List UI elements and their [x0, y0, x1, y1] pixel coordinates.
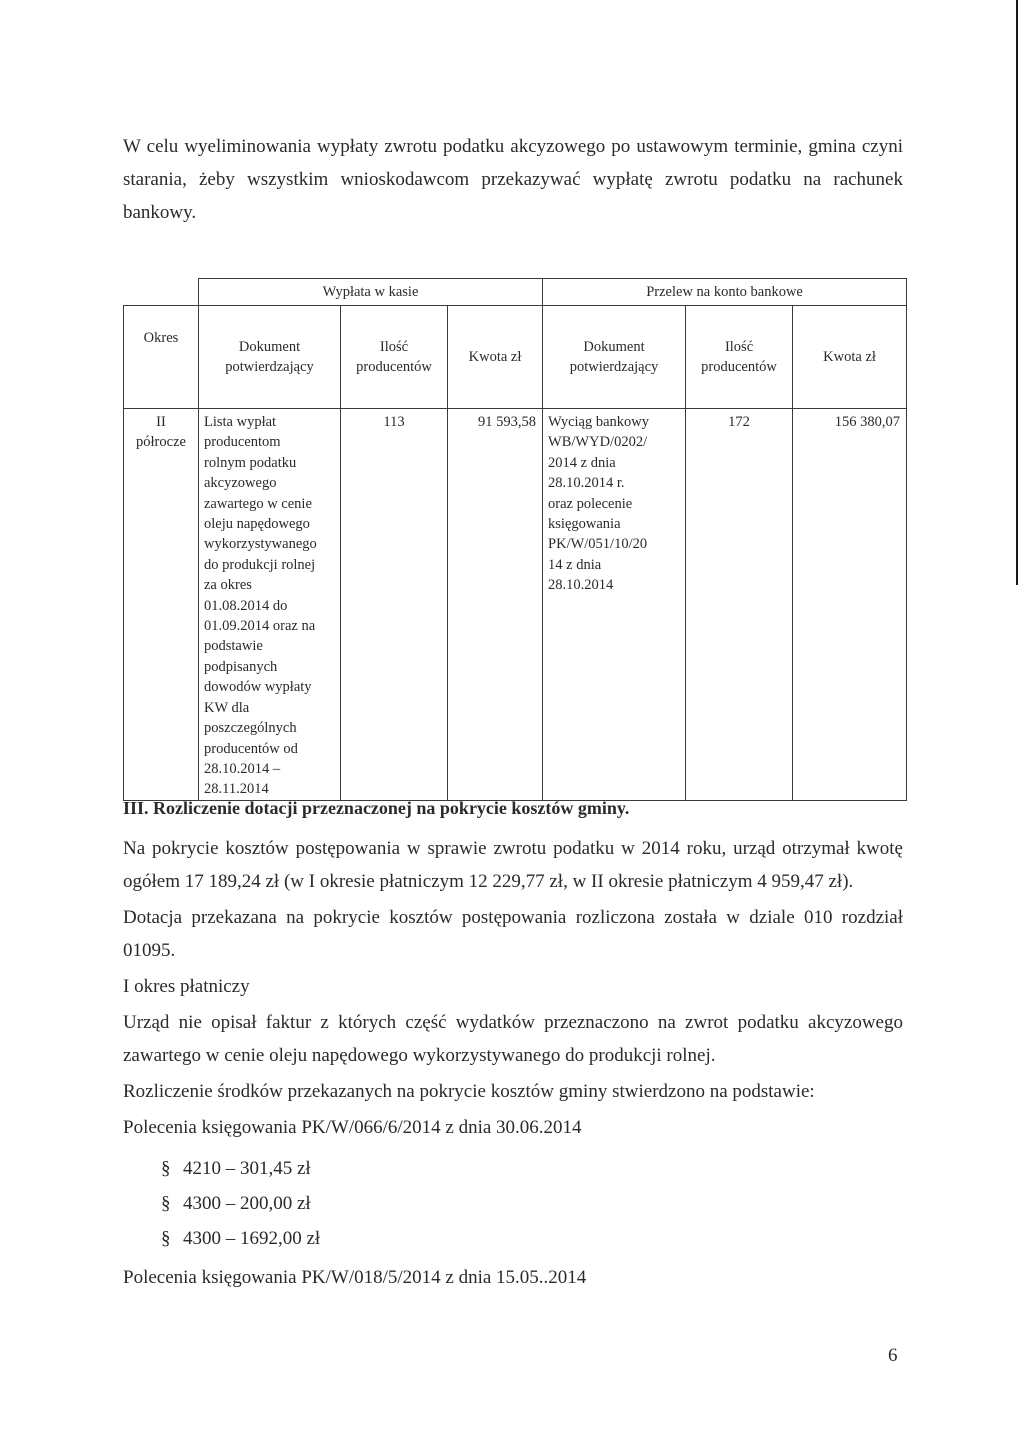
list-item [161, 1187, 903, 1222]
intro-paragraph: W celu wyeliminowania wypłaty zwrotu podatku akcyzowego po ustawowym terminie, gmina czyni starania, żeby wszystkim wnioskodawcom przekazywać wypłatę zwrotu podatku na rachunek bankowy. [123, 136, 903, 223]
payout-table [123, 278, 907, 801]
col-header-transfer-doc: Dokument potwierdzający [543, 306, 686, 409]
section-sign-icon: § [161, 1228, 171, 1249]
paragraph-funding: Na pokrycie kosztów postępowania w sprawie zwrotu podatku w 2014 roku, urząd otrzymał kwotę ogółem 17 189,24 zł (w I okresie płatniczym 12 229,77 zł, w II okresie płatniczym 4 959,47 zł). [123, 838, 903, 892]
page-number: 6 [888, 1345, 898, 1366]
section-sign-icon: § [161, 1193, 171, 1214]
cell-transfer-amount: 156 380,07 [793, 409, 907, 801]
table-corner-cell [124, 279, 199, 306]
cell-okres-text: II półrocze [136, 414, 186, 451]
group-header-cash: Wypłata w kasie [199, 279, 543, 306]
table-row [124, 409, 907, 801]
cell-cash-amount: 91 593,58 [448, 409, 543, 801]
cell-transfer-doc-text: Wyciąg bankowy WB/WYD/0202/ 2014 z dnia 28.10.2014 r. oraz polecenie księgowania PK/W/051/10/20 14 z dnia 28.10.2014 [548, 414, 650, 594]
paragraph-period-label: I okres płatniczy [123, 976, 250, 997]
paragraph-basis: Rozliczenie środków przekazanych na pokrycie kosztów gminy stwierdzono na podstawie: [123, 1081, 815, 1102]
col-header-cash-doc: Dokument potwierdzający [199, 306, 341, 409]
paragraph-settlement: Dotacja przekazana na pokrycie kosztów postępowania rozliczona została w dziale 010 rozdział 01095. [123, 907, 903, 961]
section-sign-icon: § [161, 1158, 171, 1179]
cell-okres [124, 409, 199, 801]
table-group-header-row [124, 279, 907, 306]
col-header-transfer-count: Ilość producentów [686, 306, 793, 409]
page-edge-line [1016, 0, 1018, 585]
cell-transfer-count: 172 [686, 409, 793, 801]
col-header-transfer-amount: Kwota zł [793, 306, 907, 409]
col-header-okres: Okres [124, 306, 199, 409]
section-heading: III. Rozliczenie dotacji przeznaczonej na pokrycie kosztów gminy. [123, 798, 630, 818]
cell-cash-count: 113 [341, 409, 448, 801]
table-column-header-row [124, 306, 907, 409]
group-header-transfer: Przelew na konto bankowe [543, 279, 907, 306]
cell-transfer-doc [543, 409, 686, 801]
section-body [123, 832, 903, 1297]
paragraph-invoices: Urząd nie opisał faktur z których część wydatków przeznaczono na zwrot podatku akcyzowego zawartego w cenie oleju napędowego wykorzystywanego do produkcji rolnej. [123, 1012, 903, 1066]
paragraph-posting-order-2: Polecenia księgowania PK/W/018/5/2014 z dnia 15.05..2014 [123, 1267, 587, 1288]
list-item [161, 1222, 903, 1257]
list-item [161, 1152, 903, 1187]
col-header-cash-count: Ilość producentów [341, 306, 448, 409]
list-item-text: 4300 – 1692,00 zł [183, 1228, 321, 1249]
cell-cash-doc-text: Lista wypłat producentom rolnym podatku akcyzowego zawartego w cenie oleju napędowego wykorzystywanego do produkcji rolnej za okres 01.08.2014 do 01.09.2014 oraz na podstawie podpisanych dowodów wypłaty KW dla poszczególnych producentów od 28.10.2014 – 28.11.2014 [204, 414, 317, 798]
cell-cash-doc [199, 409, 341, 801]
paragraph-posting-order-1: Polecenia księgowania PK/W/066/6/2014 z dnia 30.06.2014 [123, 1117, 582, 1138]
col-header-cash-amount: Kwota zł [448, 306, 543, 409]
list-item-text: 4300 – 200,00 zł [183, 1193, 311, 1214]
list-item-text: 4210 – 301,45 zł [183, 1158, 311, 1179]
